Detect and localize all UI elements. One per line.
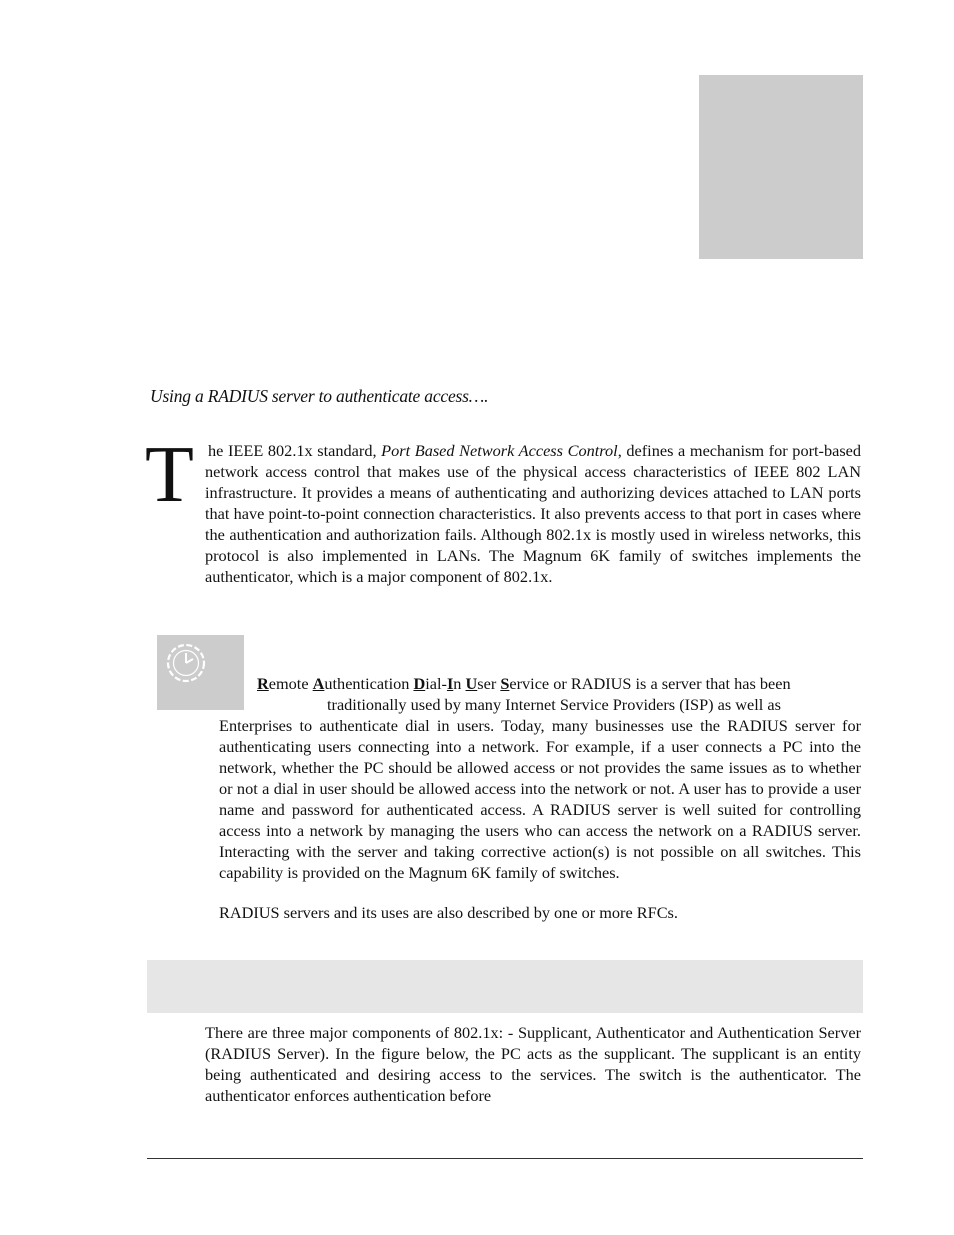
footer-rule	[147, 1158, 863, 1159]
intro-paragraph: The IEEE 802.1x standard, Port Based Network Access Control, defines a mechanism for port-based network access control that makes use of the physical access characteristics of IEEE 802 LAN infrastructure. It provides a means of authenticating and authorizing devices attached to LAN ports that have point-to-point connection characteristics. It also prevents access to that port in cases where the authentication and authorization fails. Although 802.1x is mostly used in wireless networks, this protocol is also implemented in LANs. The Magnum 6K family of switches implements the authenticator, which is a major component of 802.1x.	[145, 431, 862, 586]
standard-name: Port Based Network Access Control	[381, 441, 618, 460]
section-subtitle: Using a RADIUS server to authenticate access….	[150, 386, 489, 406]
components-paragraph: There are three major components of 802.1x: - Supplicant, Authenticator and Authentication Server (RADIUS Server). In the figure below, the PC acts as the supplicant. The supplicant is an entity being authenticated and desiring access to the services. The switch is the authenticator. The authenticator enforces authentication before	[205, 1023, 861, 1105]
rfc-note: RADIUS servers and its uses are also described by one or more RFCs.	[219, 903, 678, 922]
clock-icon	[165, 642, 207, 684]
radius-paragraph: Remote Authentication Dial-In User Service or RADIUS is a server that has been traditionally used by many Internet Service Providers (ISP) as well as Enterprises to authenticate dial in users. Today, many businesses use the RADIUS server for authenticating users connecting into a network. For example, if a user connects a PC into the network, whether the PC should be allowed access or not provides the same issues as to whether or not a dial in user should be allowed access into the network or not. A user has to provide a user name and password for authenticated access. A RADIUS server is well suited for controlling access into a network by managing the users who can access the network on a RADIUS server. Interacting with the server and taking corrective action(s) is not possible on all switches. This capability is provided on the Magnum 6K family of switches.	[219, 674, 861, 882]
drop-cap: T	[145, 431, 194, 519]
section-heading-bar	[147, 960, 863, 1013]
chapter-number-box	[699, 75, 863, 259]
